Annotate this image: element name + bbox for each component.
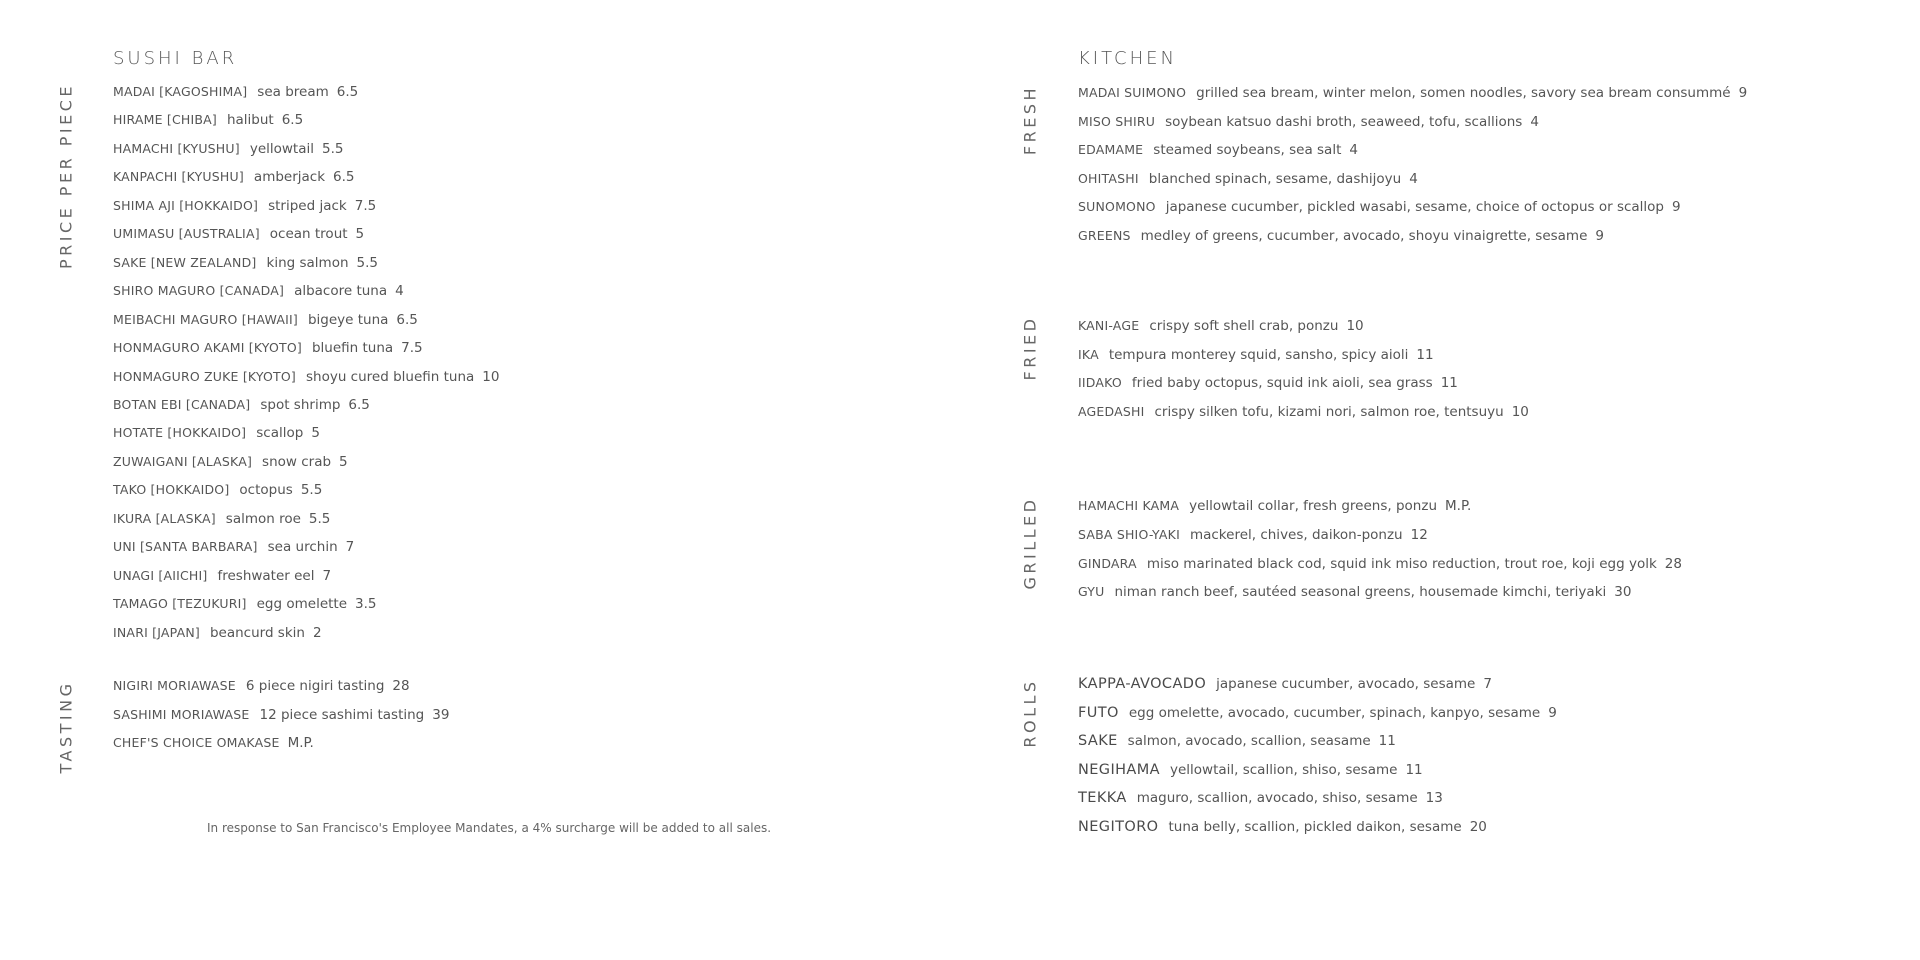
menu-item-description: yellowtail, scallion, shiso, sesame bbox=[1169, 761, 1398, 778]
menu-item-price: 6.5 bbox=[281, 112, 304, 129]
menu-item-price: 5.5 bbox=[300, 482, 323, 499]
menu-item bbox=[1078, 555, 1682, 573]
menu-item-price: 11 bbox=[1405, 761, 1423, 778]
menu-item-price: 11 bbox=[1440, 375, 1458, 391]
menu-item-price: 4 bbox=[1349, 142, 1358, 159]
menu-item-price: 4 bbox=[395, 283, 404, 300]
menu-item-price: 6.5 bbox=[336, 84, 359, 100]
menu-item-description: striped jack bbox=[268, 197, 347, 214]
menu-item-price: 30 bbox=[1614, 584, 1632, 601]
menu-item-name: MADAI [KAGOSHIMA] bbox=[113, 84, 248, 99]
menu-item-description: maguro, scallion, avocado, shiso, sesame bbox=[1136, 790, 1418, 807]
menu-item-name: KAPPA-AVOCADO bbox=[1078, 676, 1207, 692]
menu-item bbox=[113, 140, 343, 158]
menu-item-description: salmon roe bbox=[225, 510, 301, 527]
menu-item-price: M.P. bbox=[287, 735, 314, 751]
menu-item-price: 11 bbox=[1378, 733, 1396, 750]
menu-item-name: MADAI SUIMONO bbox=[1078, 85, 1187, 100]
menu-item-description: egg omelette, avocado, cucumber, spinach, kanpyo, sesame bbox=[1128, 704, 1541, 721]
menu-item-description: amberjack bbox=[253, 169, 326, 186]
menu-item-description: tuna belly, scallion, pickled daikon, sesame bbox=[1168, 819, 1462, 835]
menu-item-price: 12 bbox=[1410, 526, 1428, 543]
menu-item-name: NEGITORO bbox=[1078, 819, 1159, 835]
menu-item-name: UNI [SANTA BARBARA] bbox=[113, 539, 258, 555]
menu-item-description: yellowtail collar, fresh greens, ponzu bbox=[1189, 498, 1437, 514]
surcharge-notice: In response to San Francisco's Employee Mandates, a 4% surcharge will be added to all sales. bbox=[207, 821, 772, 835]
menu-item-price: 7 bbox=[1483, 676, 1492, 692]
menu-item-name: SASHIMI MORIAWASE bbox=[113, 706, 250, 722]
menu-item bbox=[113, 481, 322, 499]
menu-item-price: 28 bbox=[1664, 555, 1682, 572]
menu-item-name: MISO SHIRU bbox=[1078, 113, 1156, 129]
menu-item-name: SAKE [NEW ZEALAND] bbox=[113, 254, 257, 270]
menu-item-name: IIDAKO bbox=[1078, 375, 1122, 390]
menu-item-price: 28 bbox=[392, 678, 410, 694]
menu-item bbox=[113, 424, 320, 442]
menu-item-name: KANI-AGE bbox=[1078, 318, 1140, 333]
menu-item-description: king salmon bbox=[266, 254, 349, 271]
menu-item-name: AGEDASHI bbox=[1078, 403, 1145, 419]
menu-item-name: SHIRO MAGURO [CANADA] bbox=[113, 283, 285, 299]
menu-item-price: 5.5 bbox=[322, 140, 344, 157]
menu-item bbox=[1078, 583, 1631, 601]
menu-item bbox=[113, 706, 449, 724]
menu-item-description: steamed soybeans, sea salt bbox=[1153, 142, 1342, 159]
menu-item-description: crispy soft shell crab, ponzu bbox=[1149, 318, 1339, 334]
menu-item bbox=[1078, 526, 1428, 544]
menu-item-description: medley of greens, cucumber, avocado, shoyu vinaigrette, sesame bbox=[1140, 228, 1588, 244]
menu-item bbox=[113, 225, 364, 243]
price-per-piece-label: PRICE PER PIECE bbox=[56, 82, 76, 270]
menu-item-price: 7.5 bbox=[401, 340, 423, 357]
menu-item-price: 20 bbox=[1469, 819, 1487, 835]
menu-item-description: sea bream bbox=[257, 84, 329, 100]
menu-item-description: albacore tuna bbox=[294, 283, 388, 300]
menu-item-price: 5 bbox=[311, 425, 320, 442]
menu-item-name: HAMACHI [KYUSHU] bbox=[113, 140, 240, 156]
menu-item-name: EDAMAME bbox=[1078, 142, 1144, 158]
menu-item-description: miso marinated black cod, squid ink miso reduction, trout roe, koji egg yolk bbox=[1146, 555, 1657, 572]
menu-item-price: 6.5 bbox=[348, 396, 370, 413]
menu-item-description: 12 piece sashimi tasting bbox=[259, 706, 425, 723]
menu-item bbox=[113, 396, 370, 414]
menu-item bbox=[1078, 346, 1434, 364]
menu-item bbox=[1078, 141, 1358, 159]
menu-item-name: NEGIHAMA bbox=[1078, 761, 1160, 778]
menu-item-name: HIRAME [CHIBA] bbox=[113, 112, 217, 128]
menu-item bbox=[113, 453, 348, 471]
menu-item bbox=[113, 197, 376, 215]
menu-item bbox=[113, 510, 330, 528]
menu-item bbox=[113, 368, 499, 386]
menu-item-price: 10 bbox=[1511, 403, 1529, 420]
menu-item bbox=[113, 624, 322, 642]
menu-item-name: TAMAGO [TEZUKURI] bbox=[113, 596, 247, 612]
menu-item-price: 7 bbox=[322, 567, 332, 584]
menu-item-name: GREENS bbox=[1078, 228, 1131, 243]
menu-item-price: 5 bbox=[339, 453, 348, 470]
menu-item-description: japanese cucumber, avocado, sesame bbox=[1216, 676, 1476, 692]
grilled-label: GRILLED bbox=[1020, 496, 1040, 590]
menu-item-description: freshwater eel bbox=[217, 567, 315, 584]
menu-item bbox=[113, 111, 303, 129]
menu-item bbox=[113, 538, 354, 556]
menu-item-price: M.P. bbox=[1445, 498, 1472, 514]
menu-item-name: HOTATE [HOKKAIDO] bbox=[113, 425, 247, 441]
menu-item-name: SUNOMONO bbox=[1078, 199, 1156, 215]
menu-item bbox=[1078, 374, 1458, 392]
menu-item-name: SHIMA AJI [HOKKAIDO] bbox=[113, 197, 259, 213]
menu-item-description: ocean trout bbox=[269, 226, 348, 243]
menu-item-price: 11 bbox=[1416, 346, 1434, 363]
menu-item-name: UMIMASU [AUSTRALIA] bbox=[113, 226, 260, 242]
menu-item bbox=[113, 339, 423, 357]
menu-item-price: 10 bbox=[482, 368, 500, 385]
menu-item-name: HONMAGURO ZUKE [KYOTO] bbox=[113, 368, 296, 384]
menu-item-name: IKA bbox=[1078, 346, 1099, 362]
menu-item bbox=[113, 311, 418, 329]
menu-item bbox=[1078, 704, 1557, 722]
menu-item bbox=[1078, 170, 1418, 188]
menu-item-price: 2 bbox=[312, 624, 322, 641]
menu-item-price: 4 bbox=[1409, 170, 1418, 187]
rolls-label: ROLLS bbox=[1020, 678, 1040, 748]
menu-item-description: halibut bbox=[226, 112, 274, 129]
menu-item-name: SAKE bbox=[1078, 733, 1118, 750]
menu-item bbox=[113, 734, 314, 752]
menu-item-price: 7 bbox=[345, 539, 355, 556]
menu-item-description: spot shrimp bbox=[260, 396, 341, 413]
menu-item-name: IKURA [ALASKA] bbox=[113, 510, 216, 526]
menu-item-price: 39 bbox=[432, 706, 450, 723]
menu-item bbox=[1078, 818, 1487, 836]
fresh-label: FRESH bbox=[1020, 84, 1040, 156]
menu-item-description: bluefin tuna bbox=[311, 340, 394, 357]
menu-item-price: 5.5 bbox=[356, 254, 379, 271]
menu-item-name: BOTAN EBI [CANADA] bbox=[113, 396, 251, 412]
menu-item-name: ZUWAIGANI [ALASKA] bbox=[113, 453, 253, 469]
menu-item-name: TAKO [HOKKAIDO] bbox=[113, 482, 230, 498]
menu-item bbox=[113, 595, 377, 613]
kitchen-heading: KITCHEN bbox=[1078, 48, 1177, 69]
menu-item-price: 9 bbox=[1738, 85, 1748, 101]
menu-item bbox=[1078, 761, 1423, 779]
fried-label: FRIED bbox=[1020, 315, 1040, 381]
menu-item-description: tempura monterey squid, sansho, spicy aioli bbox=[1108, 346, 1409, 363]
menu-item-price: 6.5 bbox=[396, 311, 418, 328]
menu-item-name: INARI [JAPAN] bbox=[113, 624, 200, 640]
menu-item-description: niman ranch beef, sautéed seasonal greens, housemade kimchi, teriyaki bbox=[1114, 584, 1607, 601]
sushi-bar-heading: SUSHI BAR bbox=[113, 48, 238, 69]
menu-item-description: octopus bbox=[239, 482, 293, 499]
menu-item bbox=[113, 168, 355, 186]
menu-item-price: 5 bbox=[355, 226, 365, 243]
menu-item bbox=[113, 282, 404, 300]
menu-item-price: 9 bbox=[1672, 199, 1681, 216]
menu-item-price: 9 bbox=[1548, 704, 1557, 721]
tasting-label: TASTING bbox=[56, 680, 76, 774]
menu-item-name: GINDARA bbox=[1078, 555, 1137, 571]
menu-item bbox=[1078, 497, 1471, 515]
menu-item-description: mackerel, chives, daikon-ponzu bbox=[1189, 526, 1403, 543]
menu-item bbox=[1078, 317, 1364, 335]
menu-item-name: GYU bbox=[1078, 584, 1105, 600]
menu-item-name: TEKKA bbox=[1078, 790, 1127, 807]
menu-item bbox=[1078, 198, 1681, 216]
menu-item-name: FUTO bbox=[1078, 704, 1119, 721]
menu-item-price: 4 bbox=[1530, 113, 1539, 130]
menu-item bbox=[113, 83, 358, 101]
menu-item-description: snow crab bbox=[262, 453, 332, 470]
menu-item-description: egg omelette bbox=[256, 596, 348, 613]
menu-item-name: CHEF'S CHOICE OMAKASE bbox=[113, 735, 280, 750]
menu-item-price: 6.5 bbox=[333, 169, 355, 186]
menu-item-description: 6 piece nigiri tasting bbox=[245, 678, 385, 694]
menu-item bbox=[1078, 84, 1747, 102]
menu-item-description: salmon, avocado, scallion, seasame bbox=[1127, 733, 1371, 750]
menu-item bbox=[113, 254, 378, 272]
menu-item-description: bigeye tuna bbox=[307, 311, 389, 328]
menu-item-name: KANPACHI [KYUSHU] bbox=[113, 169, 244, 185]
menu-item-name: MEIBACHI MAGURO [HAWAII] bbox=[113, 311, 298, 327]
menu-item-description: scallop bbox=[256, 425, 304, 442]
menu-item bbox=[1078, 675, 1492, 693]
menu-item-description: shoyu cured bluefin tuna bbox=[306, 368, 475, 385]
menu-item-description: soybean katsuo dashi broth, seaweed, tofu, scallions bbox=[1165, 113, 1523, 130]
menu-item-description: japanese cucumber, pickled wasabi, sesame, choice of octopus or scallop bbox=[1165, 199, 1665, 216]
menu-item bbox=[113, 677, 410, 695]
menu-item-description: sea urchin bbox=[267, 539, 338, 556]
menu-item-description: beancurd skin bbox=[209, 624, 305, 641]
menu-item-price: 13 bbox=[1425, 790, 1443, 807]
menu-item-name: NIGIRI MORIAWASE bbox=[113, 678, 236, 693]
menu-item-name: HONMAGURO AKAMI [KYOTO] bbox=[113, 340, 302, 356]
menu-item-name: HAMACHI KAMA bbox=[1078, 498, 1180, 513]
menu-item-price: 9 bbox=[1595, 228, 1604, 244]
menu-item-name: OHITASHI bbox=[1078, 170, 1139, 186]
menu-item bbox=[113, 567, 331, 585]
menu-item-description: grilled sea bream, winter melon, somen noodles, savory sea bream consummé bbox=[1196, 85, 1731, 101]
menu-item-description: crispy silken tofu, kizami nori, salmon roe, tentsuyu bbox=[1154, 403, 1504, 420]
menu-item-name: UNAGI [AIICHI] bbox=[113, 567, 208, 583]
menu-item bbox=[1078, 403, 1529, 421]
menu-item-price: 5.5 bbox=[308, 510, 331, 527]
menu-item-name: SABA SHIO-YAKI bbox=[1078, 526, 1180, 542]
menu-item-description: yellowtail bbox=[249, 140, 314, 157]
menu-item bbox=[1078, 732, 1396, 750]
menu-item bbox=[1078, 789, 1443, 807]
menu-item-price: 3.5 bbox=[355, 596, 377, 613]
menu-item-price: 7.5 bbox=[354, 197, 377, 214]
menu-item-description: blanched spinach, sesame, dashijoyu bbox=[1148, 170, 1402, 187]
menu-item bbox=[1078, 227, 1604, 245]
menu-item-price: 10 bbox=[1346, 318, 1364, 334]
menu-item-description: fried baby octopus, squid ink aioli, sea grass bbox=[1131, 375, 1433, 391]
menu-item bbox=[1078, 113, 1539, 131]
